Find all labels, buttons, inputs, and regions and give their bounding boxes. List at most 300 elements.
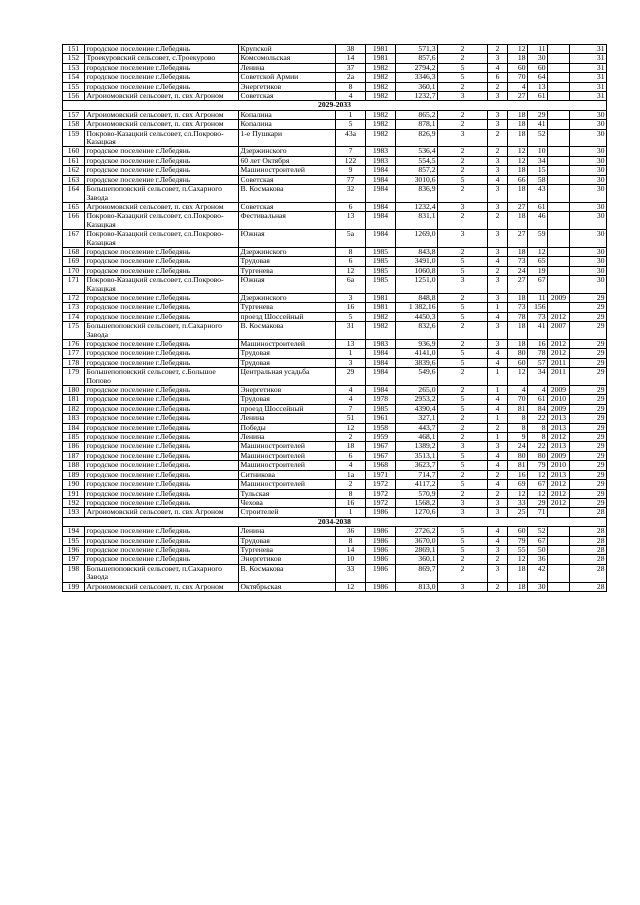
resident-count: 58 bbox=[528, 175, 548, 184]
priority-score: 30 bbox=[570, 156, 607, 165]
priority-score: 31 bbox=[570, 82, 607, 91]
floor-count: 3 bbox=[438, 276, 488, 294]
build-year: 1984 bbox=[366, 185, 396, 203]
total-area: 4117,2 bbox=[396, 480, 438, 489]
table-row bbox=[63, 63, 607, 72]
table-row bbox=[63, 54, 607, 63]
floor-count: 2 bbox=[438, 414, 488, 423]
street-name: Крупской bbox=[239, 45, 336, 54]
street-name: Трудовая bbox=[239, 257, 336, 266]
table-row bbox=[63, 156, 607, 165]
floor-count: 2 bbox=[438, 555, 488, 564]
priority-score: 31 bbox=[570, 73, 607, 82]
street-name: Дзержинского bbox=[239, 247, 336, 256]
priority-score: 31 bbox=[570, 54, 607, 63]
house-number: 13 bbox=[336, 340, 366, 349]
entrance-count: 3 bbox=[488, 545, 508, 554]
resident-count: 67 bbox=[528, 536, 548, 545]
last-repair-year: 2012 bbox=[548, 489, 570, 498]
street-name: Победы bbox=[239, 423, 336, 432]
entrance-count: 2 bbox=[488, 129, 508, 147]
last-repair-year bbox=[548, 110, 570, 119]
resident-count: 42 bbox=[528, 564, 548, 582]
priority-score: 30 bbox=[570, 185, 607, 203]
apartment-count: 73 bbox=[508, 257, 528, 266]
settlement-name: городское поселение г.Лебедянь bbox=[85, 386, 239, 395]
street-name: Трудовая bbox=[239, 349, 336, 358]
row-number: 198 bbox=[63, 564, 85, 582]
apartment-count: 78 bbox=[508, 312, 528, 321]
build-year: 1981 bbox=[366, 54, 396, 63]
street-name: Копалина bbox=[239, 110, 336, 119]
entrance-count: 4 bbox=[488, 175, 508, 184]
settlement-name: городское поселение г.Лебедянь bbox=[85, 461, 239, 470]
build-year: 1961 bbox=[366, 414, 396, 423]
settlement-name: городское поселение г.Лебедянь bbox=[85, 395, 239, 404]
street-name: Ленина bbox=[239, 63, 336, 72]
row-number: 167 bbox=[63, 230, 85, 248]
table-row bbox=[63, 185, 607, 203]
total-area: 4450,3 bbox=[396, 312, 438, 321]
resident-count: 36 bbox=[528, 555, 548, 564]
house-number: 8 bbox=[336, 536, 366, 545]
last-repair-year bbox=[548, 582, 570, 591]
entrance-count: 2 bbox=[488, 266, 508, 275]
row-number: 199 bbox=[63, 582, 85, 591]
build-year: 1984 bbox=[366, 212, 396, 230]
floor-count: 3 bbox=[438, 92, 488, 101]
floor-count: 3 bbox=[438, 442, 488, 451]
apartment-count: 55 bbox=[508, 545, 528, 554]
settlement-name: городское поселение г.Лебедянь bbox=[85, 312, 239, 321]
row-number: 162 bbox=[63, 166, 85, 175]
build-year: 1981 bbox=[366, 303, 396, 312]
resident-count: 22 bbox=[528, 414, 548, 423]
total-area: 549,6 bbox=[396, 368, 438, 386]
apartment-count: 12 bbox=[508, 555, 528, 564]
table-row bbox=[63, 266, 607, 275]
settlement-name: городское поселение г.Лебедянь bbox=[85, 414, 239, 423]
build-year: 1981 bbox=[366, 293, 396, 302]
build-year: 1959 bbox=[366, 433, 396, 442]
last-repair-year bbox=[548, 156, 570, 165]
last-repair-year bbox=[548, 230, 570, 248]
entrance-count: 2 bbox=[488, 555, 508, 564]
last-repair-year: 2009 bbox=[548, 451, 570, 460]
apartment-count: 4 bbox=[508, 82, 528, 91]
street-name: В. Космакова bbox=[239, 185, 336, 203]
row-number: 161 bbox=[63, 156, 85, 165]
settlement-name: городское поселение г.Лебедянь bbox=[85, 536, 239, 545]
build-year: 1986 bbox=[366, 555, 396, 564]
floor-count: 3 bbox=[438, 202, 488, 211]
apartment-count: 69 bbox=[508, 480, 528, 489]
house-number: 51 bbox=[336, 414, 366, 423]
total-area: 3513,1 bbox=[396, 451, 438, 460]
entrance-count: 4 bbox=[488, 63, 508, 72]
row-number: 185 bbox=[63, 433, 85, 442]
settlement-name: городское поселение г.Лебедянь bbox=[85, 156, 239, 165]
priority-score: 29 bbox=[570, 498, 607, 507]
house-number: 4 bbox=[336, 395, 366, 404]
priority-score: 29 bbox=[570, 423, 607, 432]
resident-count: 65 bbox=[528, 257, 548, 266]
house-number: 12 bbox=[336, 582, 366, 591]
entrance-count: 2 bbox=[488, 82, 508, 91]
priority-score: 30 bbox=[570, 212, 607, 230]
last-repair-year bbox=[548, 147, 570, 156]
apartment-count: 12 bbox=[508, 45, 528, 54]
row-number: 170 bbox=[63, 266, 85, 275]
table-row bbox=[63, 582, 607, 591]
floor-count: 5 bbox=[438, 358, 488, 367]
resident-count: 61 bbox=[528, 202, 548, 211]
last-repair-year bbox=[548, 545, 570, 554]
house-number: 13 bbox=[336, 212, 366, 230]
total-area: 3346,3 bbox=[396, 73, 438, 82]
settlement-name: городское поселение г.Лебедянь bbox=[85, 63, 239, 72]
table-row bbox=[63, 508, 607, 517]
last-repair-year: 2011 bbox=[548, 368, 570, 386]
total-area: 832,6 bbox=[396, 322, 438, 340]
priority-score: 30 bbox=[570, 110, 607, 119]
apartment-count: 33 bbox=[508, 498, 528, 507]
table-row bbox=[63, 82, 607, 91]
apartment-count: 81 bbox=[508, 461, 528, 470]
house-number: 36 bbox=[336, 527, 366, 536]
build-year: 1982 bbox=[366, 92, 396, 101]
table-row bbox=[63, 73, 607, 82]
street-name: Машиностроителей bbox=[239, 480, 336, 489]
street-name: Советская bbox=[239, 175, 336, 184]
total-area: 1270,6 bbox=[396, 508, 438, 517]
settlement-name: городское поселение г.Лебедянь bbox=[85, 404, 239, 413]
last-repair-year: 2011 bbox=[548, 358, 570, 367]
apartment-count: 16 bbox=[508, 470, 528, 479]
row-number: 188 bbox=[63, 461, 85, 470]
total-area: 1251,0 bbox=[396, 276, 438, 294]
house-number: 16 bbox=[336, 303, 366, 312]
apartment-count: 9 bbox=[508, 433, 528, 442]
priority-score: 29 bbox=[570, 303, 607, 312]
floor-count: 2 bbox=[438, 110, 488, 119]
table-row bbox=[63, 349, 607, 358]
total-area: 3839,6 bbox=[396, 358, 438, 367]
resident-count: 30 bbox=[528, 54, 548, 63]
resident-count: 79 bbox=[528, 461, 548, 470]
last-repair-year: 2009 bbox=[548, 293, 570, 302]
table-row bbox=[63, 545, 607, 554]
row-number: 163 bbox=[63, 175, 85, 184]
priority-score: 29 bbox=[570, 395, 607, 404]
settlement-name: Большепоповский сельсовет, п.Сахарного Завода bbox=[85, 322, 239, 340]
settlement-name: городское поселение г.Лебедянь bbox=[85, 442, 239, 451]
row-number: 160 bbox=[63, 147, 85, 156]
entrance-count: 2 bbox=[488, 489, 508, 498]
build-year: 1982 bbox=[366, 322, 396, 340]
apartment-count: 18 bbox=[508, 564, 528, 582]
last-repair-year bbox=[548, 276, 570, 294]
table-row bbox=[63, 404, 607, 413]
build-year: 1986 bbox=[366, 536, 396, 545]
house-number: 122 bbox=[336, 156, 366, 165]
settlement-name: городское поселение г.Лебедянь bbox=[85, 266, 239, 275]
entrance-count: 2 bbox=[488, 45, 508, 54]
resident-count: 71 bbox=[528, 508, 548, 517]
priority-score: 29 bbox=[570, 293, 607, 302]
row-number: 152 bbox=[63, 54, 85, 63]
floor-count: 5 bbox=[438, 266, 488, 275]
floor-count: 2 bbox=[438, 340, 488, 349]
settlement-name: Агроиомовский сельсовет, п. свх Агроном bbox=[85, 202, 239, 211]
table-row bbox=[63, 340, 607, 349]
entrance-count: 2 bbox=[488, 423, 508, 432]
priority-score: 31 bbox=[570, 45, 607, 54]
total-area: 554,5 bbox=[396, 156, 438, 165]
entrance-count: 1 bbox=[488, 303, 508, 312]
table-row bbox=[63, 433, 607, 442]
period-header-row bbox=[63, 101, 607, 110]
resident-count: 30 bbox=[528, 582, 548, 591]
total-area: 570,9 bbox=[396, 489, 438, 498]
build-year: 1971 bbox=[366, 470, 396, 479]
build-year: 1986 bbox=[366, 508, 396, 517]
entrance-count: 4 bbox=[488, 536, 508, 545]
priority-score: 31 bbox=[570, 63, 607, 72]
settlement-name: городское поселение г.Лебедянь bbox=[85, 73, 239, 82]
row-number: 165 bbox=[63, 202, 85, 211]
entrance-count: 2 bbox=[488, 147, 508, 156]
total-area: 936,9 bbox=[396, 340, 438, 349]
entrance-count: 3 bbox=[488, 230, 508, 248]
last-repair-year bbox=[548, 175, 570, 184]
priority-score: 29 bbox=[570, 470, 607, 479]
resident-count: 50 bbox=[528, 545, 548, 554]
build-year: 1984 bbox=[366, 349, 396, 358]
build-year: 1982 bbox=[366, 312, 396, 321]
house-number: 8 bbox=[336, 489, 366, 498]
build-year: 1967 bbox=[366, 451, 396, 460]
row-number: 175 bbox=[63, 322, 85, 340]
table-row bbox=[63, 45, 607, 54]
priority-score: 29 bbox=[570, 322, 607, 340]
build-year: 1984 bbox=[366, 368, 396, 386]
last-repair-year bbox=[548, 536, 570, 545]
floor-count: 5 bbox=[438, 480, 488, 489]
build-year: 1984 bbox=[366, 166, 396, 175]
total-area: 265,0 bbox=[396, 386, 438, 395]
last-repair-year bbox=[548, 212, 570, 230]
last-repair-year bbox=[548, 257, 570, 266]
last-repair-year: 2012 bbox=[548, 433, 570, 442]
floor-count: 5 bbox=[438, 73, 488, 82]
total-area: 2726,2 bbox=[396, 527, 438, 536]
build-year: 1978 bbox=[366, 395, 396, 404]
row-number: 166 bbox=[63, 212, 85, 230]
floor-count: 2 bbox=[438, 368, 488, 386]
floor-count: 5 bbox=[438, 63, 488, 72]
build-year: 1968 bbox=[366, 461, 396, 470]
build-year: 1982 bbox=[366, 120, 396, 129]
entrance-count: 1 bbox=[488, 368, 508, 386]
apartment-count: 60 bbox=[508, 527, 528, 536]
row-number: 157 bbox=[63, 110, 85, 119]
floor-count: 2 bbox=[438, 564, 488, 582]
street-name: Тургенева bbox=[239, 266, 336, 275]
table-row bbox=[63, 312, 607, 321]
house-number: 8 bbox=[336, 247, 366, 256]
house-number: 5 bbox=[336, 312, 366, 321]
house-number: 18 bbox=[336, 442, 366, 451]
settlement-name: городское поселение г.Лебедянь bbox=[85, 527, 239, 536]
floor-count: 2 bbox=[438, 120, 488, 129]
build-year: 1983 bbox=[366, 156, 396, 165]
priority-score: 30 bbox=[570, 257, 607, 266]
entrance-count: 3 bbox=[488, 54, 508, 63]
street-name: Тульская bbox=[239, 489, 336, 498]
apartment-count: 79 bbox=[508, 536, 528, 545]
street-name: В. Космакова bbox=[239, 322, 336, 340]
priority-score: 28 bbox=[570, 536, 607, 545]
total-area: 857,2 bbox=[396, 166, 438, 175]
last-repair-year: 2013 bbox=[548, 414, 570, 423]
street-name: проезд Шоссейный bbox=[239, 404, 336, 413]
floor-count: 5 bbox=[438, 536, 488, 545]
street-name: Трудовая bbox=[239, 358, 336, 367]
house-number: 31 bbox=[336, 322, 366, 340]
house-number: 29 bbox=[336, 368, 366, 386]
floor-count: 5 bbox=[438, 312, 488, 321]
last-repair-year: 2013 bbox=[548, 442, 570, 451]
settlement-name: городское поселение г.Лебедянь bbox=[85, 166, 239, 175]
build-year: 1982 bbox=[366, 63, 396, 72]
last-repair-year bbox=[548, 120, 570, 129]
entrance-count: 3 bbox=[488, 156, 508, 165]
total-area: 4390,4 bbox=[396, 404, 438, 413]
resident-count: 46 bbox=[528, 212, 548, 230]
resident-count: 59 bbox=[528, 230, 548, 248]
build-year: 1982 bbox=[366, 73, 396, 82]
period-header: 2029-2033 bbox=[63, 101, 607, 110]
street-name: Дзержинского bbox=[239, 147, 336, 156]
entrance-count: 3 bbox=[488, 202, 508, 211]
row-number: 156 bbox=[63, 92, 85, 101]
build-year: 1986 bbox=[366, 564, 396, 582]
build-year: 1972 bbox=[366, 480, 396, 489]
house-number: 3 bbox=[336, 358, 366, 367]
last-repair-year: 2012 bbox=[548, 312, 570, 321]
table-row bbox=[63, 395, 607, 404]
last-repair-year bbox=[548, 303, 570, 312]
entrance-count: 4 bbox=[488, 404, 508, 413]
floor-count: 3 bbox=[438, 508, 488, 517]
entrance-count: 4 bbox=[488, 461, 508, 470]
total-area: 2794,2 bbox=[396, 63, 438, 72]
table-row bbox=[63, 110, 607, 119]
build-year: 1986 bbox=[366, 582, 396, 591]
entrance-count: 3 bbox=[488, 293, 508, 302]
table-row bbox=[63, 293, 607, 302]
floor-count: 5 bbox=[438, 404, 488, 413]
street-name: Ленина bbox=[239, 414, 336, 423]
house-number: 2а bbox=[336, 73, 366, 82]
settlement-name: городское поселение г.Лебедянь bbox=[85, 45, 239, 54]
last-repair-year bbox=[548, 508, 570, 517]
entrance-count: 4 bbox=[488, 358, 508, 367]
row-number: 177 bbox=[63, 349, 85, 358]
street-name: Машиностроителей bbox=[239, 340, 336, 349]
house-number: 14 bbox=[336, 545, 366, 554]
last-repair-year: 2009 bbox=[548, 404, 570, 413]
street-name: 60 лет Октября bbox=[239, 156, 336, 165]
resident-count: 52 bbox=[528, 129, 548, 147]
table-row bbox=[63, 358, 607, 367]
table-row bbox=[63, 247, 607, 256]
total-area: 536,4 bbox=[396, 147, 438, 156]
resident-count: 12 bbox=[528, 489, 548, 498]
house-number: 16 bbox=[336, 498, 366, 507]
entrance-count: 3 bbox=[488, 322, 508, 340]
total-area: 3670,0 bbox=[396, 536, 438, 545]
resident-count: 4 bbox=[528, 386, 548, 395]
row-number: 168 bbox=[63, 247, 85, 256]
house-number: 2 bbox=[336, 433, 366, 442]
house-number: 14 bbox=[336, 54, 366, 63]
apartment-count: 73 bbox=[508, 303, 528, 312]
priority-score: 30 bbox=[570, 166, 607, 175]
apartment-count: 18 bbox=[508, 185, 528, 203]
street-name: Машиностроителей bbox=[239, 451, 336, 460]
row-number: 193 bbox=[63, 508, 85, 517]
entrance-count: 2 bbox=[488, 212, 508, 230]
resident-count: 8 bbox=[528, 433, 548, 442]
apartment-count: 18 bbox=[508, 340, 528, 349]
resident-count: 73 bbox=[528, 312, 548, 321]
last-repair-year bbox=[548, 555, 570, 564]
row-number: 189 bbox=[63, 470, 85, 479]
build-year: 1982 bbox=[366, 110, 396, 119]
total-area: 836,9 bbox=[396, 185, 438, 203]
street-name: Дзержинского bbox=[239, 293, 336, 302]
build-year: 1984 bbox=[366, 386, 396, 395]
entrance-count: 3 bbox=[488, 442, 508, 451]
floor-count: 2 bbox=[438, 433, 488, 442]
build-year: 1983 bbox=[366, 340, 396, 349]
house-number: 4 bbox=[336, 92, 366, 101]
entrance-count: 1 bbox=[488, 433, 508, 442]
resident-count: 80 bbox=[528, 451, 548, 460]
entrance-count: 1 bbox=[488, 414, 508, 423]
last-repair-year bbox=[548, 564, 570, 582]
apartment-count: 12 bbox=[508, 489, 528, 498]
priority-score: 29 bbox=[570, 404, 607, 413]
floor-count: 3 bbox=[438, 230, 488, 248]
entrance-count: 1 bbox=[488, 386, 508, 395]
resident-count: 78 bbox=[528, 349, 548, 358]
row-number: 197 bbox=[63, 555, 85, 564]
street-name: Энергетиков bbox=[239, 82, 336, 91]
priority-score: 29 bbox=[570, 340, 607, 349]
build-year: 1984 bbox=[366, 358, 396, 367]
house-number: 1 bbox=[336, 349, 366, 358]
settlement-name: городское поселение г.Лебедянь bbox=[85, 545, 239, 554]
last-repair-year: 2013 bbox=[548, 470, 570, 479]
resident-count: 12 bbox=[528, 470, 548, 479]
floor-count: 5 bbox=[438, 527, 488, 536]
last-repair-year bbox=[548, 166, 570, 175]
row-number: 194 bbox=[63, 527, 85, 536]
settlement-name: городское поселение г.Лебедянь bbox=[85, 247, 239, 256]
